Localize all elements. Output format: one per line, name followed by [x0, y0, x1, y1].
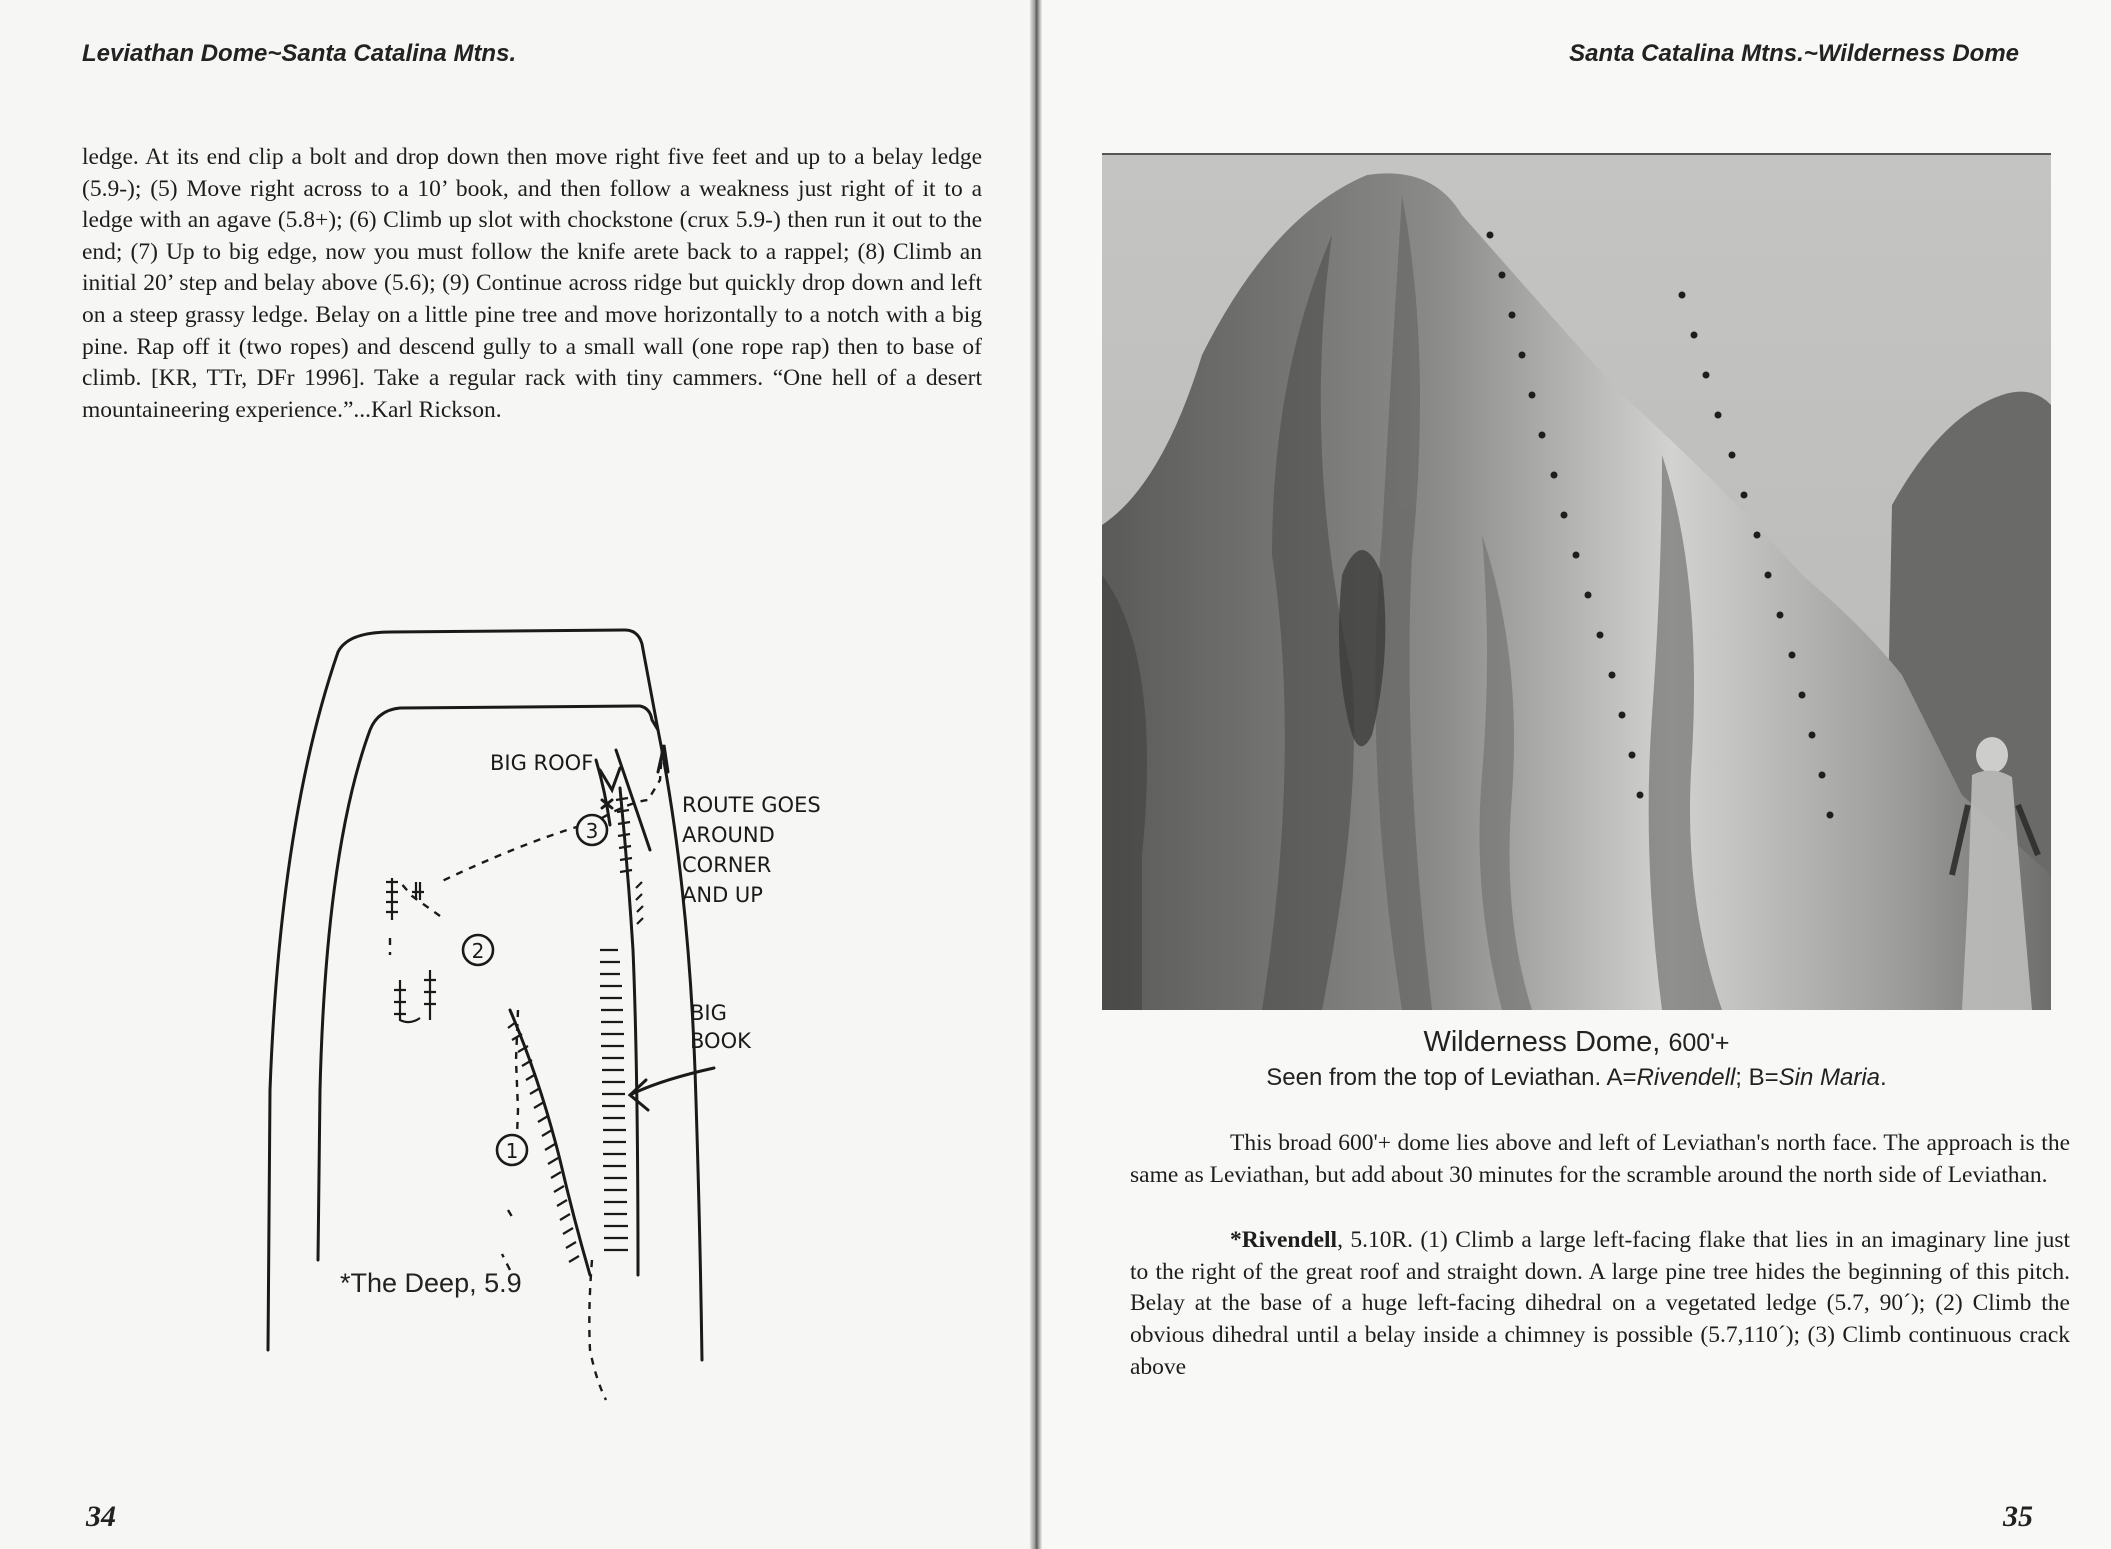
- photo-caption-sub-mid: ; B=: [1735, 1064, 1779, 1091]
- left-running-head: Leviathan Dome~Santa Catalina Mtns.: [82, 40, 517, 67]
- photo-caption-sub-prefix: Seen from the top of Leviathan. A=: [1266, 1064, 1637, 1091]
- wilderness-dome-photo: [1102, 153, 2051, 1010]
- book-gutter: [1030, 0, 1042, 1549]
- photo-caption-title: [1102, 1026, 2051, 1059]
- photo-caption-name: Wilderness Dome,: [1423, 1026, 1661, 1058]
- left-page: [0, 0, 1030, 1549]
- route-note-line-1: ROUTE GOES: [682, 793, 821, 817]
- right-page: [1042, 0, 2111, 1549]
- route-note-line-4: AND UP: [682, 883, 763, 907]
- route-name-rivendell: *Rivendell: [1230, 1227, 1338, 1254]
- pitch-2-marker: 2: [471, 939, 485, 963]
- rivendell-route-text: , 5.10R. (1) Climb a large left-facing flake that lies in an imaginary line just to the right of the great roof and straight down. A large pine tree hides the beginning of this pitch. Belay at the base of a huge left-facing dihedral on a vegetated ledge (5.7, 90´); (2) Climb the obvious dihedral until a belay inside a chimney is possible (5.7,110´); (3) Climb continuous crack above: [1130, 1227, 2070, 1380]
- big-book-label-line-2: BOOK: [690, 1029, 751, 1053]
- pitch-3-marker: 3: [585, 819, 599, 843]
- dome-intro-paragraph: This broad 600'+ dome lies above and left of Leviathan's north face. The approach is the same as Leviathan, but add about 30 minutes for the scramble around the north side of Leviathan.: [1130, 1130, 2070, 1188]
- photo-caption-route-b: Sin Maria: [1778, 1064, 1881, 1091]
- right-body-text: [1130, 1128, 2070, 1383]
- route-description-paragraph: ledge. At its end clip a bolt and drop down then move right five feet and up to a belay ledge (5.9-); (5) Move right across to a 10’ book, and then follow a weakness just right of it to a ledge with an agave (5.8+); (6) Climb up slot with chockstone (crux 5.9-) then run it out to the end; (7) Up to big edge, now you must follow the knife arete back to a rappel; (8) Climb an initial 20’ step and belay above (5.6); (9) Continue across ridge but quickly drop down and left on a steep grassy ledge. Belay on a little pine tree and move horizontally to a notch with a big pine. Rap off it (two ropes) and descend gully to a small wall (one rope rap) then to base of climb. [KR, TTr, DFr 1996]. Take a regular rack with tiny cammers. “One hell of a desert mountaineering experience.”...Karl Rickson.: [82, 144, 982, 423]
- photo-caption-sub-end: .: [1880, 1064, 1887, 1091]
- right-running-head: Santa Catalina Mtns.~Wilderness Dome: [1569, 40, 2019, 67]
- photo-caption-subtitle: [1102, 1064, 2051, 1092]
- photo-caption-route-a: Rivendell: [1636, 1064, 1736, 1091]
- left-body-text: [82, 142, 982, 426]
- route-note-line-3: CORNER: [682, 853, 772, 877]
- right-page-number: 35: [2003, 1500, 2033, 1533]
- left-page-number: 34: [86, 1500, 116, 1533]
- route-topo-diagram: [240, 620, 880, 1410]
- route-note-line-2: AROUND: [682, 823, 775, 847]
- rivendell-route-paragraph: [1130, 1225, 2070, 1383]
- big-book-label-line-1: BIG: [690, 1001, 727, 1025]
- pitch-1-marker: 1: [505, 1139, 519, 1163]
- photo-caption-height: 600'+: [1668, 1029, 1730, 1057]
- topo-caption: *The Deep, 5.9: [340, 1268, 522, 1298]
- big-roof-label: BIG ROOF: [490, 751, 594, 775]
